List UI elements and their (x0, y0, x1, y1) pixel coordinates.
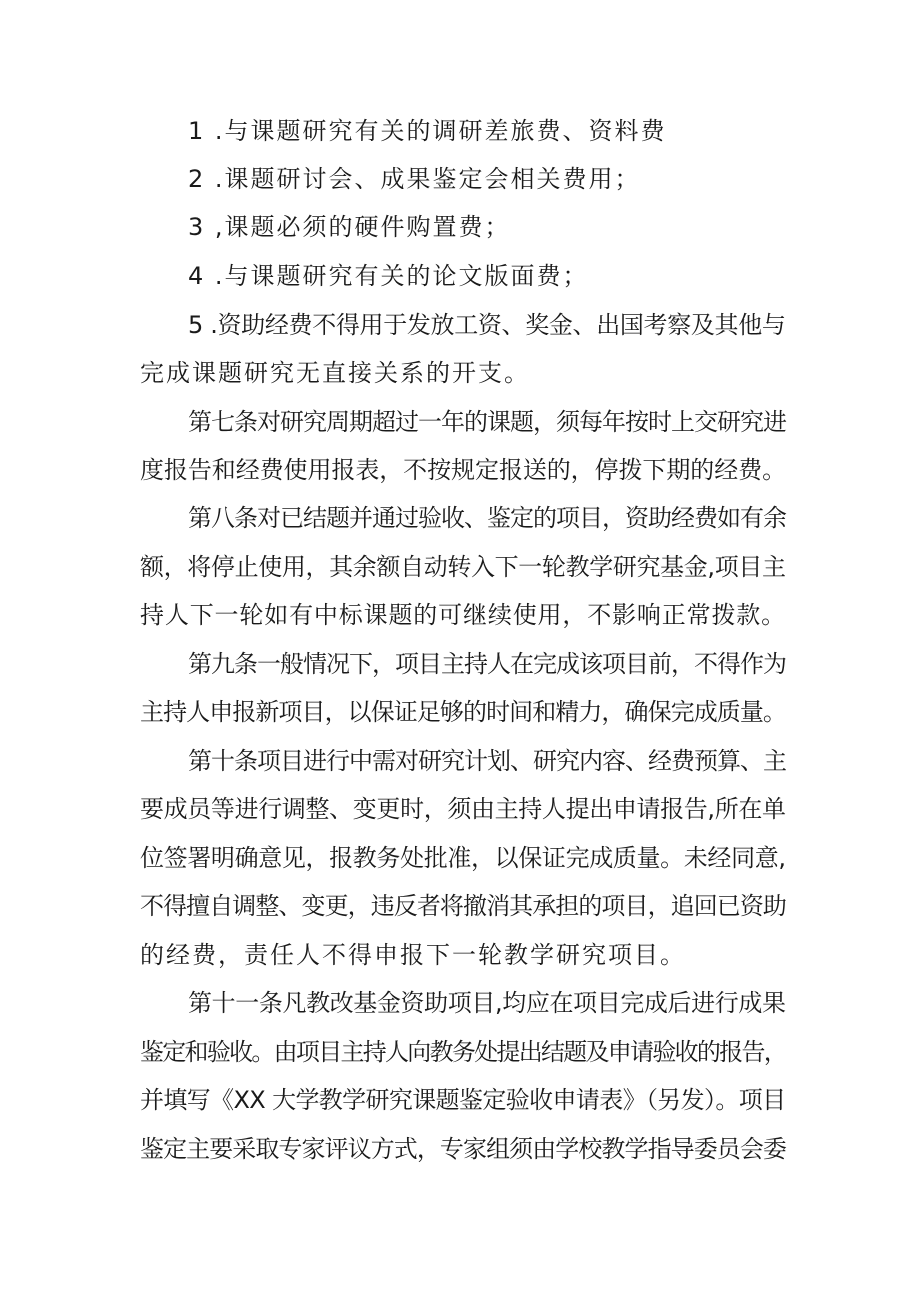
article-10-line-1: 第十条项目进行中需对研究计划、研究内容、经费预算、主 (188, 747, 786, 775)
list-item-5: 5 .资助经费不得用于发放工资、奖金、出国考察及其他与 (188, 311, 786, 339)
article-10-line-4: 不得擅自调整、变更，违反者将撤消其承担的项目，追回已资助 (140, 892, 786, 920)
article-7-line-2: 度报告和经费使用报表，不按规定报送的，停拨下期的经费。 (140, 456, 786, 484)
article-11-line-1: 第十一条凡教改基金资助项目,均应在项目完成后进行成果 (188, 989, 786, 1017)
article-11-line-3: 并填写《XX 大学教学研究课题鉴定验收申请表》（另发）。项目 (140, 1086, 786, 1114)
article-8-line-3: 持人下一轮如有中标课题的可继续使用，不影响正常拨款。 (140, 601, 786, 629)
list-item-1: 1 .与课题研究有关的调研差旅费、资料费 (188, 117, 667, 145)
list-item-5-cont: 完成课题研究无直接关系的开支。 (140, 359, 530, 387)
article-10-line-5: 的经费，责任人不得申报下一轮教学研究项目。 (140, 941, 686, 969)
article-7-line-1: 第七条对研究周期超过一年的课题，须每年按时上交研究进 (188, 408, 786, 436)
article-8-line-1: 第八条对已结题并通过验收、鉴定的项目，资助经费如有余 (188, 504, 786, 532)
article-11-line-2: 鉴定和验收。由项目主持人向教务处提出结题及申请验收的报告， (140, 1038, 786, 1066)
list-item-4: 4 .与课题研究有关的论文版面费； (188, 262, 589, 290)
article-10-line-2: 要成员等进行调整、变更时，须由主持人提出申请报告,所在单 (140, 795, 786, 823)
article-10-line-3: 位签署明确意见，报教务处批准，以保证完成质量。未经同意, (140, 844, 786, 872)
article-11-line-4: 鉴定主要采取专家评议方式，专家组须由学校教学指导委员会委 (140, 1135, 786, 1163)
list-item-3: 3 ,课题必须的硬件购置费； (188, 213, 511, 241)
article-9-line-2: 主持人申报新项目，以保证足够的时间和精力，确保完成质量。 (140, 698, 786, 726)
list-item-2: 2 .课题研讨会、成果鉴定会相关费用； (188, 165, 641, 193)
article-8-line-2: 额，将停止使用，其余额自动转入下一轮教学研究基金,项目主 (140, 553, 786, 581)
article-9-line-1: 第九条一般情况下，项目主持人在完成该项目前，不得作为 (188, 650, 786, 678)
